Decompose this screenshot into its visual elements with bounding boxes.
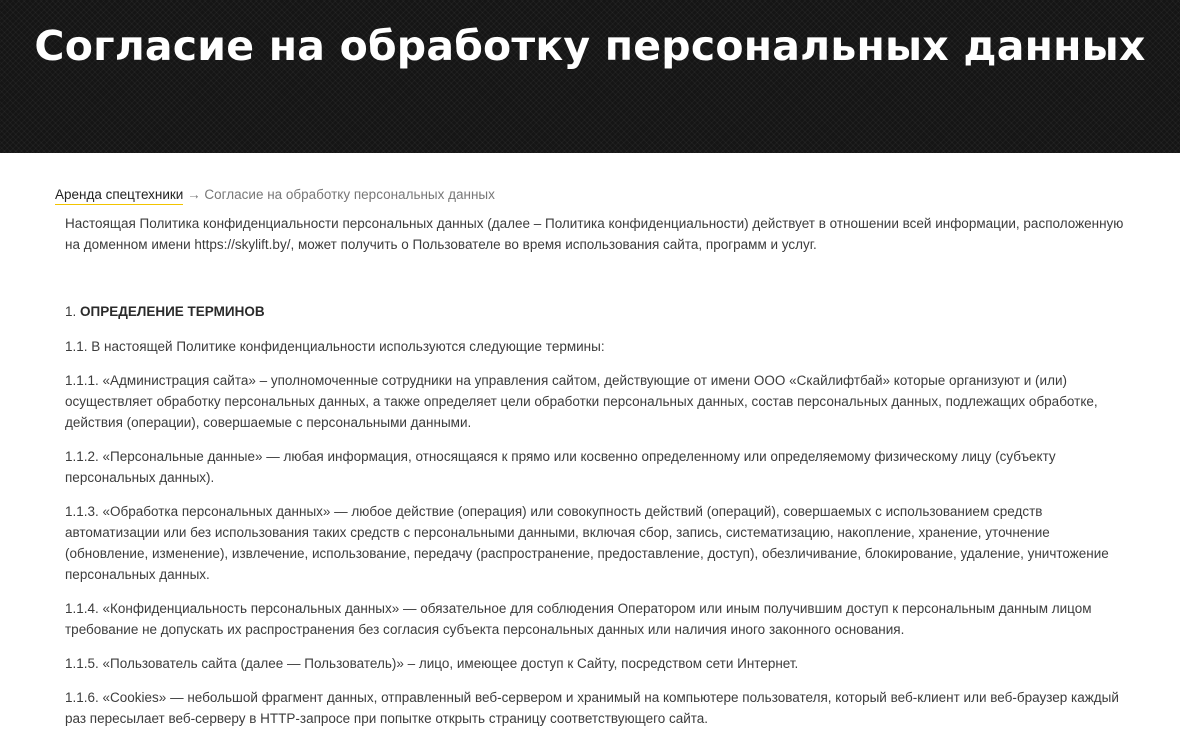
breadcrumb xyxy=(55,187,495,202)
paragraph-1-1-5: 1.1.5. «Пользователь сайта (далее — Пользователь)» – лицо, имеющее доступ к Сайту, посредством сети Интернет. xyxy=(65,656,799,671)
page-title: Согласие на обработку персональных данных xyxy=(34,22,1146,70)
section-title: ОПРЕДЕЛЕНИЕ ТЕРМИНОВ xyxy=(80,304,265,319)
paragraph-1-1-1: 1.1.1. «Администрация сайта» – уполномоченные сотрудники на управления сайтом, действующие от имени ООО «Скайлифтбай» которые организуют и (или) осуществляет обработку персональных данных, а также определяет цели обработки персональных данных, состав персональных данных, подлежащих обработке, действия (операции), совершаемые с персональными данными. xyxy=(65,373,1098,430)
paragraph-1-1-6: 1.1.6. «Cookies» — небольшой фрагмент данных, отправленный веб-сервером и хранимый на компьютере пользователя, который веб-клиент или веб-браузер каждый раз пересылает веб-серверу в HTTP-запросе при попытке открыть страницу соответствующего сайта. xyxy=(65,690,1119,726)
paragraph-1-1: 1.1. В настоящей Политике конфиденциальности используются следующие термины: xyxy=(65,339,605,354)
section-number: 1. xyxy=(65,304,77,319)
paragraph-1-1-3: 1.1.3. «Обработка персональных данных» — любое действие (операция) или совокупность действий (операций), совершаемых с использованием средств автоматизации или без использования таких средств с персональными данными, включая сбор, запись, систематизацию, накопление, хранение, уточнение (обновление, изменение), извлечение, использование, передачу (распространение, предоставление, доступ), обезличивание, блокирование, удаление, уничтожение персональных данных. xyxy=(65,504,1109,582)
breadcrumb-arrow: → xyxy=(187,187,201,202)
page-hero xyxy=(0,0,1180,153)
paragraph-1-1-2: 1.1.2. «Персональные данные» — любая информация, относящаяся к прямо или косвенно определенному или определяемому физическому лицу (субъекту персональных данных). xyxy=(65,449,1056,485)
breadcrumb-home-link[interactable]: Аренда спецтехники xyxy=(55,187,183,205)
paragraph-1-1-4: 1.1.4. «Конфиденциальность персональных данных» — обязательное для соблюдения Оператором или иным получившим доступ к персональным данным лицом требование не допускать их распространения без согласия субъекта персональных данных или наличия иного законного основания. xyxy=(65,601,1092,637)
intro-paragraph: Настоящая Политика конфиденциальности персональных данных (далее – Политика конфиденциальности) действует в отношении всей информации, расположенную на доменном имени https://skylift.by/, может получить о Пользователе во время использования сайта, программ и услуг. xyxy=(65,216,1124,252)
section-heading xyxy=(65,301,1125,322)
breadcrumb-current: Согласие на обработку персональных данных xyxy=(204,187,495,202)
